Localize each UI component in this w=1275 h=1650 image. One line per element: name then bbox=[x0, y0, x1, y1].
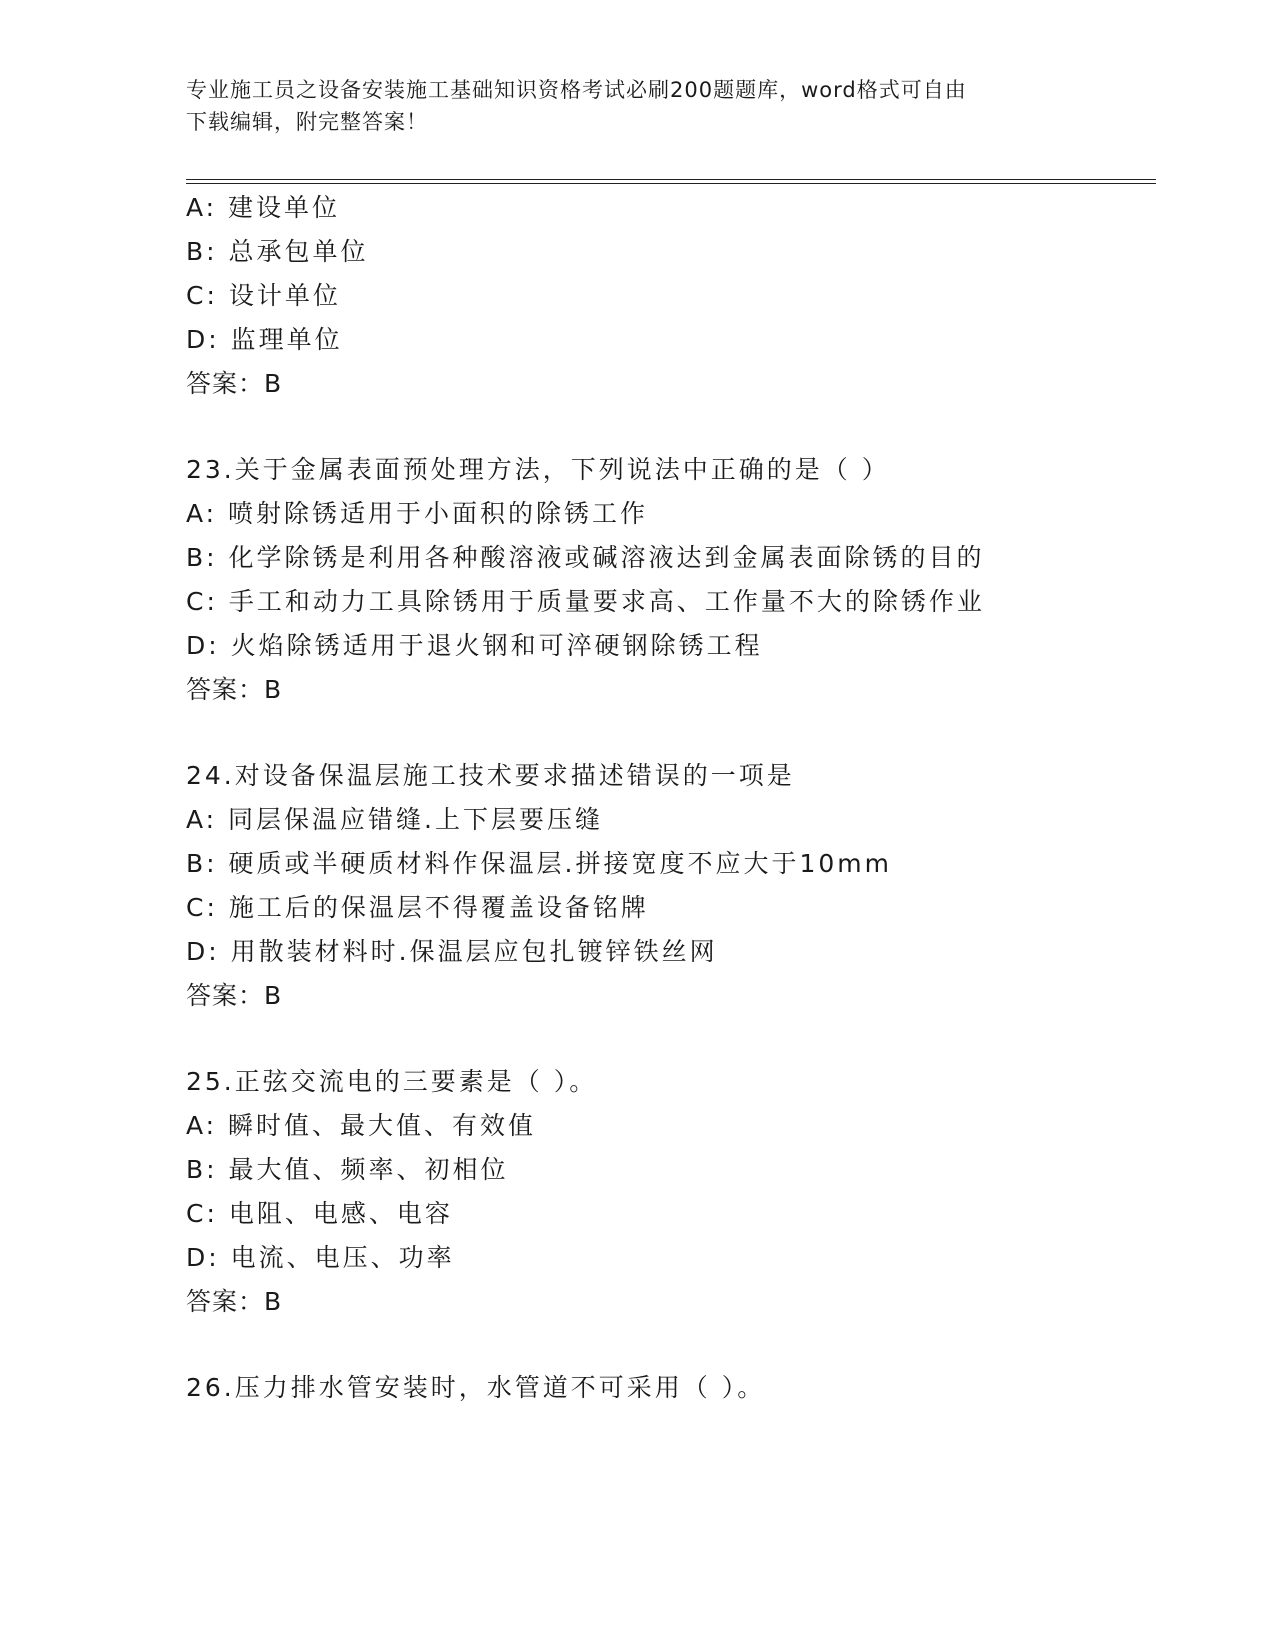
q23-answer: 答案：B bbox=[186, 675, 283, 704]
q25-option-d: D: 电流、电压、功率 bbox=[186, 1243, 455, 1272]
q22-option-b: B: 总承包单位 bbox=[186, 237, 369, 266]
q24-option-c: C: 施工后的保温层不得覆盖设备铭牌 bbox=[186, 893, 649, 922]
q24-answer: 答案：B bbox=[186, 981, 283, 1010]
q23-question: 23.关于金属表面预处理方法，下列说法中正确的是（ ） bbox=[186, 455, 890, 484]
document-header bbox=[186, 74, 1086, 138]
q22-answer: 答案：B bbox=[186, 369, 283, 398]
q25-option-a: A: 瞬时值、最大值、有效值 bbox=[186, 1111, 537, 1140]
header-divider-top bbox=[186, 179, 1156, 180]
q23-option-a: A: 喷射除锈适用于小面积的除锈工作 bbox=[186, 499, 649, 528]
q24-option-d: D: 用散装材料时.保温层应包扎镀锌铁丝网 bbox=[186, 937, 718, 966]
q23-option-c: C: 手工和动力工具除锈用于质量要求高、工作量不大的除锈作业 bbox=[186, 587, 985, 616]
q22-option-d: D: 监理单位 bbox=[186, 325, 343, 354]
q22-option-c: C: 设计单位 bbox=[186, 281, 341, 310]
q25-option-c: C: 电阻、电感、电容 bbox=[186, 1199, 453, 1228]
q24-question: 24.对设备保温层施工技术要求描述错误的一项是 bbox=[186, 761, 795, 790]
q24-option-b: B: 硬质或半硬质材料作保温层.拼接宽度不应大于10mm bbox=[186, 849, 892, 878]
header-divider-bottom bbox=[186, 183, 1156, 184]
q26-question: 26.压力排水管安装时，水管道不可采用（ ）。 bbox=[186, 1373, 766, 1402]
q24-option-a: A: 同层保温应错缝.上下层要压缝 bbox=[186, 805, 603, 834]
q25-answer: 答案：B bbox=[186, 1287, 283, 1316]
q22-option-a: A: 建设单位 bbox=[186, 193, 341, 222]
q25-question: 25.正弦交流电的三要素是（ ）。 bbox=[186, 1067, 598, 1096]
q23-option-d: D: 火焰除锈适用于退火钢和可淬硬钢除锈工程 bbox=[186, 631, 763, 660]
header-line-2: 下载编辑，附完整答案！ bbox=[186, 110, 428, 134]
q25-option-b: B: 最大值、频率、初相位 bbox=[186, 1155, 509, 1184]
header-line-1: 专业施工员之设备安装施工基础知识资格考试必刷200题题库，word格式可自由 bbox=[186, 78, 967, 102]
q23-option-b: B: 化学除锈是利用各种酸溶液或碱溶液达到金属表面除锈的目的 bbox=[186, 543, 985, 572]
